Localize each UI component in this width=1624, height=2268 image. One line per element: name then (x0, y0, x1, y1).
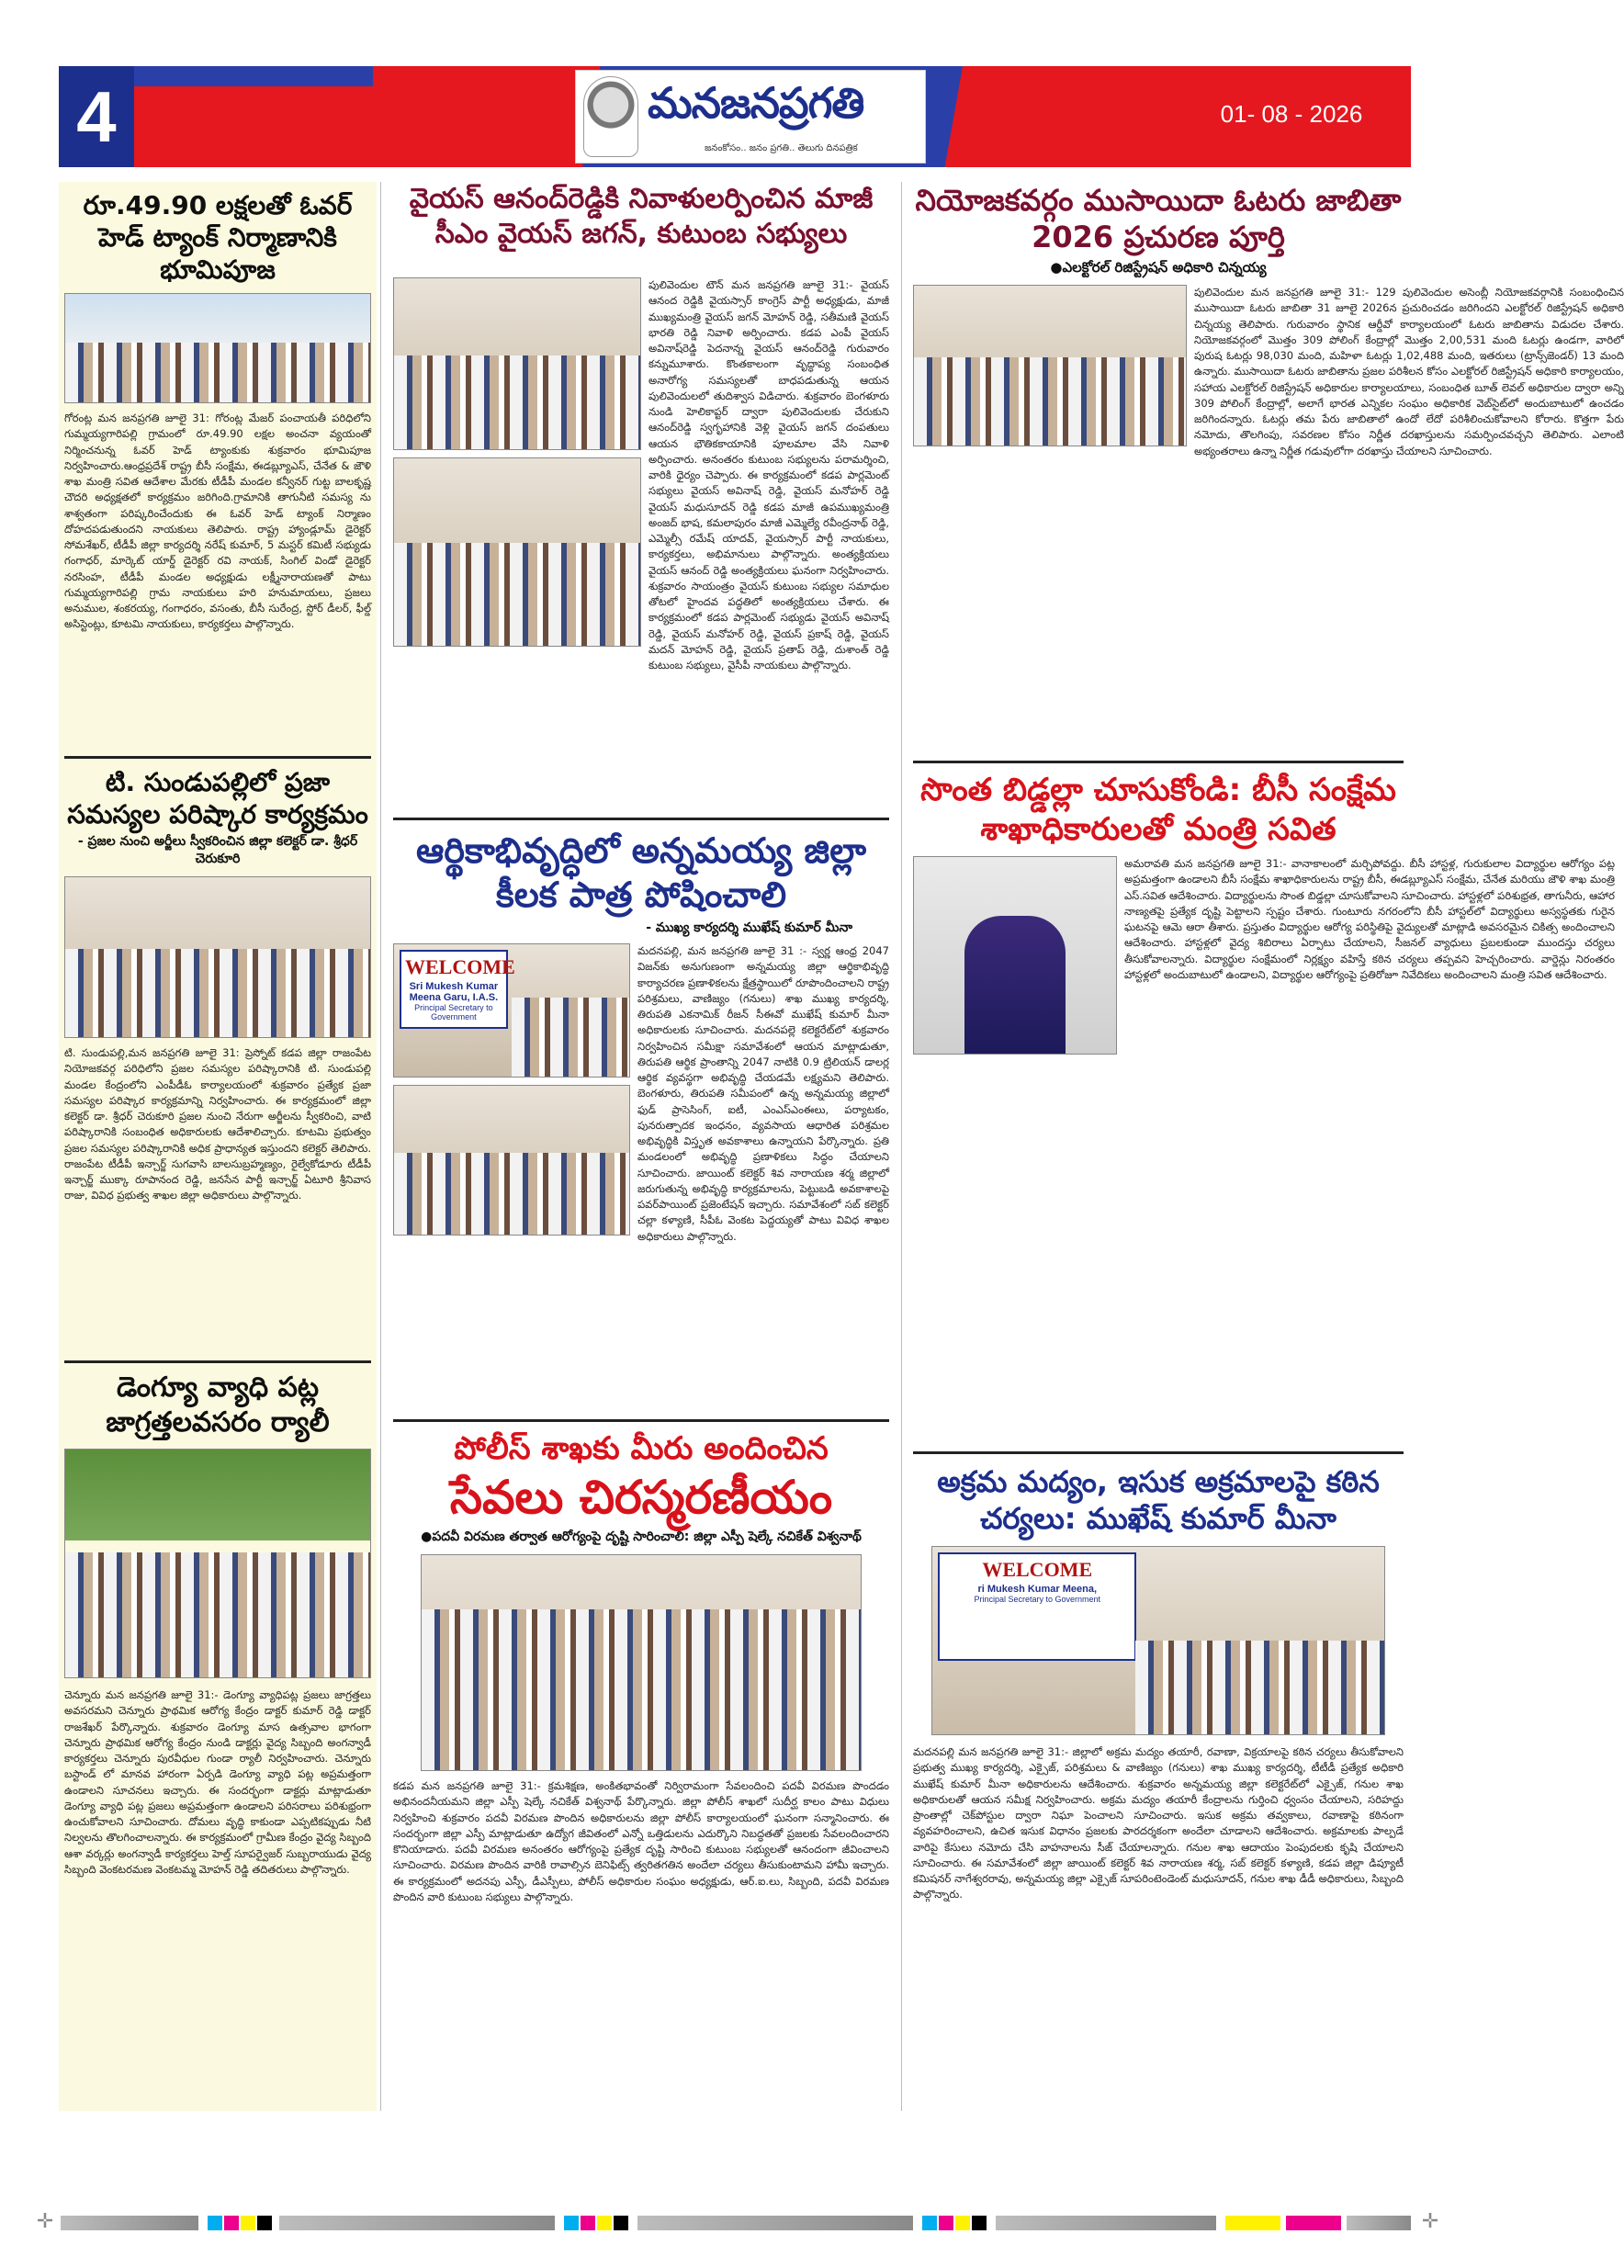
story-9-headline: అక్రమ మద్యం, ఇసుక అక్రమాలపై కఠిన చర్యలు: ముఖేష్ కుమార్ మీనా (937, 1464, 1380, 1536)
page-number: 4 (59, 66, 134, 167)
story-3-photo (64, 1449, 371, 1678)
welcome-banner (938, 1552, 1136, 1661)
column-divider (901, 182, 902, 2111)
story-4-photo-1 (393, 277, 641, 450)
banner-designation: Principal Secretary to Government (414, 1003, 493, 1021)
registration-bar (637, 2216, 913, 2230)
registration-bar (996, 2216, 1216, 2230)
registration-bar (61, 2216, 198, 2230)
banner-name: Sri Mukesh Kumar Meena Garu, I.A.S. (409, 981, 499, 1003)
registration-bar (1347, 2216, 1411, 2230)
color-swatch (564, 2216, 579, 2230)
banner-designation: Principal Secretary to Government (974, 1595, 1101, 1604)
story-5-subhead: - ముఖ్య కార్యదర్శి ముఖేష్ కుమార్ మీనా (646, 920, 852, 935)
story-6-photo (421, 1554, 862, 1771)
photo-sky (65, 294, 370, 343)
story-9-body: మదనపల్లి మన జనప్రగతి జూలై 31:- జిల్లాలో అక్రమ మద్యం తయారీ, రవాణా, విక్రయాలపై కఠిన చర్యలు తీసుకోవాలని ప్రభుత్వ ముఖ్య కార్యదర్శి, ఎక్సైజ్, పరిశ్రమలు & వాణిజ్యం (గనులు) శాఖ ముఖ్య కార్యదర్శి, టీటీడీ ప్రత్యేక అధికారి ముఖేష్ కుమార్ మీనా అధికారులను ఆదేశించారు. శుక్రవారం అన్నమయ్య జిల్లా కలెక్టరేట్‌లో ఎక్సైజ్, గనుల శాఖ అధికారులతో ఆయన సమీక్ష నిర్వహించారు. అక్రమ మద్యం తయారీ కేంద్రాలను గుర్తించి ధ్వంసం చేయాలని, సరిహద్దు ప్రాంతాల్లో చెక్‌పోస్టుల ద్వారా నిఘా పెంచాలని సూచించారు. ఇసుక అక్రమ తవ్వకాలు, రవాణాపై కఠినంగా వ్యవహరించాలని, ఉచిత ఇసుక విధానం ప్రజలకు పారదర్శకంగా అందేలా చూడాలని ఆదేశించారు. అక్రమాలకు పాల్పడే వారిపై కేసులు నమోదు చేసి వాహనాలను సీజ్ చేయాలన్నారు. గనుల శాఖ ఆదాయం పెంపుదలకు కృషి చేయాలని సూచించారు. ఈ సమావేశంలో జిల్లా జాయింట్ కలెక్టర్ శివ నారాయణ శర్మ, సబ్ కలెక్టర్ కళ్యాణి, కడప జిల్లా డిప్యూటీ కమిషనర్ నాగేశ్వరరావు, అన్నమయ్య జిల్లా ఎక్సైజ్ సూపరింటెండెంట్ మధుసూదన్, గనుల శాఖ డీడీ అధికారులు, సిబ్బంది పాల్గొన్నారు. (913, 1745, 1404, 1901)
banner-title: WELCOME (982, 1558, 1093, 1581)
column-center (386, 182, 897, 2111)
registration-crosshair-icon: ✛ (36, 2210, 54, 2233)
photo-crowd (65, 343, 370, 402)
paper-name: మనజనప్రగతి (648, 78, 864, 128)
color-swatch (972, 2216, 987, 2230)
story-7-photo (913, 285, 1187, 446)
story-2-subhead: - ప్రజల నుంచి అర్జీలు స్వీకరించిన జిల్లా కలెక్టర్ డా. శ్రీధర్ చెరుకూరి (77, 834, 358, 866)
color-swatch (955, 2216, 970, 2230)
story-8-body: అమరావతి మన జనప్రగతి జూలై 31:- వానాకాలంలో మర్చిపోవద్దు. బీసీ హాస్టళ్ల, గురుకులాల విద్యార్థుల ఆరోగ్యం పట్ల అప్రమత్తంగా ఉండాలని బీసీ సంక్షేమ శాఖాధికారులను రాష్ట్ర బీసీ, ఈడబ్ల్యూఎస్ సంక్షేమ, చేనేత మరియు జౌళి శాఖ మంత్రి ఎస్.సవిత ఆదేశించారు. విద్యార్థులను సొంత బిడ్డల్లా చూసుకోవాలని సూచించారు. హాస్టళ్లలో పరిశుభ్రత, తాగునీరు, ఆహార నాణ్యతపై ప్రత్యేక దృష్టి పెట్టాలని స్పష్టం చేశారు. గుంటూరు నగరంలోని బీసీ హాస్టల్‌లో విద్యార్థులు అస్వస్థతకు గురైన ఘటనపై ఆమె ఆరా తీశారు. ప్రస్తుతం విద్యార్థుల ఆరోగ్య పరిస్థితిపై వైద్యులతో మాట్లాడి అవసరమైన చికిత్స అందించాలని ఆదేశించారు. హాస్టళ్లలో వైద్య శిబిరాలు ఏర్పాటు చేయాలని, సీజనల్ వ్యాధులు ప్రబలకుండా ముందస్తు చర్యలు తీసుకోవాలన్నారు. విద్యార్థుల సంక్షేమంలో నిర్లక్ష్యం వహిస్తే కఠిన చర్యలు తప్పవని హెచ్చరించారు. వార్డెన్లు నిరంతరం హాస్టళ్లలో అందుబాటులో ఉండాలని, విద్యార్థుల ఆరోగ్యంపై ప్రతిరోజూ నివేదికలు అందించాలని మంత్రి సవిత ఆదేశించారు. (1124, 857, 1615, 981)
registration-bar (279, 2216, 555, 2230)
photo-crowd (65, 949, 370, 1037)
column-right (906, 182, 1624, 2111)
story-4-body: పులివెందుల టౌన్ మన జనప్రగతి జూలై 31:- వైయస్ ఆనంద రెడ్డికి వైయస్సార్ కాంగ్రెస్ పార్టీ అధ్యక్షుడు, మాజీ ముఖ్యమంత్రి వైయస్ జగన్ మోహన్ రెడ్డి, సతీమణి వైయస్ భారతి రెడ్డి నివాళి అర్పించారు. కడప ఎంపీ వైయస్ అవినాష్‌రెడ్డి పెదనాన్న వైయస్ ఆనంద్‌రెడ్డి గురువారం కన్నుమూశారు. కొంతకాలంగా వృద్ధాప్య సంబంధిత అనారోగ్య సమస్యలతో బాధపడుతున్న ఆయన పులివెందులలో తుదిశ్వాస విడిచారు. శుక్రవారం బెంగళూరు నుండి హెలికాప్టర్ ద్వారా పులివెందులకు చేరుకుని ఆనంద్‌రెడ్డి స్వగృహానికి వెళ్లి వైయస్ జగన్ దంపతులు ఆయన భౌతికకాయానికి పూలమాల వేసి నివాళి అర్పించారు. అనంతరం కుటుంబ సభ్యులను పరామర్శించి, వారికి ధైర్యం చెప్పారు. ఈ కార్యక్రమంలో కడప పార్లమెంట్ సభ్యులు వైయస్ అవినాష్ రెడ్డి, వైయస్ మనోహర్ రెడ్డి వైయస్ మధుసూదన్ రెడ్డి కడప మాజీ ఉపముఖ్యమంత్రి అంజద్ భాష, కమలాపురం మాజీ ఎమ్మెల్యే రవీంద్రనాథ్ రెడ్డి, ఎమ్మెల్సీ రమేష్ యాదవ్, వైయస్సార్ పార్టీ నాయకులు, కార్యకర్తలు, అభిమానులు పాల్గొన్నారు. అంత్యక్రియలు వైయస్ ఆనంద్ రెడ్డి అంత్యక్రియలు ఘనంగా నిర్వహించారు. శుక్రవారం సాయంత్రం వైయస్ కుటుంబ సభ్యుల సమాధుల తోటలో హైందవ పద్ధతిలో అంత్యక్రియలు చేశారు. ఈ కార్యక్రమంలో కడప పార్లమెంట్ సభ్యుడు వైయస్ అవినాష్ రెడ్డి, వైయస్ మనోహర్ రెడ్డి, వైయస్ ప్రకాష్ రెడ్డి, వైయస్ మదన్ మోహన్ రెడ్డి, వైయస్ ప్రతాప్ రెడ్డి, దుశాంత్ రెడ్డి కుటుంబ సభ్యులు, వైసీపీ నాయకులు పాల్గొన్నారు. (648, 278, 889, 671)
story-5-headline: ఆర్థికాభివృద్ధిలో అన్నమయ్య జిల్లా కీలక పాత్ర పోషించాలి (416, 830, 866, 915)
color-swatch (224, 2216, 239, 2230)
story-3-body: చెన్నూరు మన జనప్రగతి జూలై 31:- డెంగ్యూ వ్యాధిపట్ల ప్రజలు జాగ్రత్తలు అవసరమని చెన్నూరు ప్రాథమిక ఆరోగ్య కేంద్రం డాక్టర్ కుమార్ రెడ్డి డాక్టర్ రాజశేఖర్ పేర్కొన్నారు. శుక్రవారం డెంగ్యూ మాస ఉత్సవాల భాగంగా చెన్నూరు ప్రాథమిక ఆరోగ్య కేంద్రం నుండి డాక్టర్లు వైద్య సిబ్బంది అంగన్వాడీ కార్యకర్తలు చెన్నూరు పురవీధుల గుండా ర్యాలీ నిర్వహించారు. చెన్నూరు బస్టాండ్ లో మానవ హారంగా ఏర్పడి డెంగ్యూ వ్యాధి పట్ల అప్రమత్తంగా ఉండాలని సూచనలు ఇచ్చారు. ఈ సందర్భంగా డాక్టర్లు మాట్లాడుతూ డెంగ్యూ వ్యాధి పట్ల ప్రజలు అప్రమత్తంగా ఉండాలని పరిసరాలు పరిశుభ్రంగా ఉంచుకోవాలని సూచించారు. దోమలు వృద్ధి కాకుండా ఎప్పటికప్పుడు నీటి నిల్వలను తొలగించాలన్నారు. ఈ కార్యక్రమంలో గ్రామీణ కేంద్రం వైద్య సిబ్బంది ఆశా వర్కర్లు అంగన్వాడీ కార్యకర్తలు హెల్త్ సూపర్వైజర్ సుబ్బరాయుడు వైద్య సిబ్బంది వెంకటరమణ వెంకటమ్మ మోహన్ రెడ్డి తదితరులు పాల్గొన్నారు. (64, 1688, 371, 1876)
story-6-headline-top: పోలీస్ శాఖకు మీరు అందించిన (454, 1430, 829, 1467)
banner-name: ri Mukesh Kumar Meena, (977, 1584, 1098, 1595)
story-6-subhead: ●పదవీ విరమణ తర్వాత ఆరోగ్యంపై దృష్టి సారించాలి: జిల్లా ఎస్పీ షెల్కే నచికేత్ విశ్వనాథ్ (421, 1529, 862, 1544)
story-2-body: టి. సుండుపల్లి,మన జనప్రగతి జూలై 31: ప్రెస్నోట్ కడప జిల్లా రాజంపేట నియోజకవర్గ పరిధిలోని ప్రజల సమస్యల పరిష్కారానికి టి. సుండుపల్లి మండల కేంద్రంలోని ఎంపీడీఓ కార్యాలయంలో శుక్రవారం ప్రత్యేక ప్రజా సమస్యల పరిష్కార కార్యక్రమాన్ని నిర్వహించారు. ఈ కార్యక్రమంలో జిల్లా కలెక్టర్ డా. శ్రీధర్ చెరుకూరి ప్రజల నుంచి నేరుగా అర్జీలను స్వీకరించి, వాటి పరిష్కారానికి సంబంధిత అధికారులకు ఆదేశాలిచ్చారు. కూటమి ప్రభుత్వం ప్రజల సమస్యల పరిష్కారానికి అధిక ప్రాధాన్యత ఇస్తుందని కలెక్టర్ తెలిపారు. రాజంపేట టీడీపీ ఇన్చార్జ్ సుగవాసి బాలసుబ్రహ్మణ్యం, రైల్వేకోడూరు టీడీపీ ఇన్చార్జ్ ముక్కా రూపానంద రెడ్డి, జనసేన పార్టీ ఇన్చార్జ్ ఏటూరి శ్రీనివాస రాజు, వివిధ ప్రభుత్వ శాఖల జిల్లా అధికారులు పాల్గొన్నారు. (64, 1046, 371, 1202)
paper-tagline: జనంకోసం.. జనం ప్రగతి.. తెలుగు దినపత్రిక (705, 143, 858, 153)
story-5-photo-1 (393, 943, 630, 1078)
story-5-body: మదనపల్లి, మన జనప్రగతి జూలై 31 :- స్వర్ణ ఆంధ్ర 2047 విజన్‌కు అనుగుణంగా అన్నమయ్య జిల్లా ఆర్థికాభివృద్ధి కార్యాచరణ ప్రణాళికలను క్షేత్రస్థాయిలో రూపొందించాలని రాష్ట్ర పరిశ్రమలు, వాణిజ్యం (గనులు) శాఖ ముఖ్య కార్యదర్శి, తిరుపతి ఎకనామిక్ రీజన్ సీఈవో ముఖేష్ కుమార్ మీనా అధికారులకు సూచించారు. మదనపల్లె కలెక్టరేట్‌లో శుక్రవారం నిర్వహించిన సమీక్షా సమావేశంలో ఆయన మాట్లాడుతూ, తిరుపతి ఆర్థిక ప్రాంతాన్ని 2047 నాటికి 0.9 ట్రిలియన్ డాలర్ల ఆర్థిక వ్యవస్థగా అభివృద్ధి చేయడమే లక్ష్యమని తెలిపారు. బెంగళూరు, తిరుపతి సమీపంలో ఉన్న అన్నమయ్య జిల్లాలో ఫుడ్ ప్రాసెసింగ్, ఐటీ, ఎంఎస్ఎంఈలు, పర్యాటకం, పునరుత్పాదక ఇంధనం, వ్యవసాయ ఆధారిత పరిశ్రమల అభివృద్ధికి విస్తృత అవకాశాలు ఉన్నాయని పేర్కొన్నారు. ప్రతి మండలంలో అభివృద్ధి ప్రణాళికలు సిద్ధం చేయాలని సూచించారు. జాయింట్ కలెక్టర్ శివ నారాయణ శర్మ జిల్లాలో జరుగుతున్న అభివృద్ధి కార్యక్రమాలను, పెట్టుబడి అవకాశాలపై పవర్‌పాయింట్ ప్రజెంటేషన్ ఇచ్చారు. సమావేశంలో సబ్ కలెక్టర్ చల్లా కళ్యాణి, సీపీఓ వెంకట పెద్దయ్యతో పాటు వివిధ శాఖల అధికారులు పాల్గొన్నారు. (637, 944, 889, 1243)
issue-date: 01- 08 - 2026 (1172, 86, 1411, 141)
photo-audience (394, 1153, 629, 1235)
story-3-headline: డెంగ్యూ వ్యాధి పట్ల జాగ్రత్తలవసరం ర్యాలీ (106, 1371, 330, 1439)
column-divider (380, 182, 381, 2111)
story-9-photo (931, 1546, 1385, 1735)
photo-trees (65, 1450, 370, 1540)
story-1-body: గోరంట్ల మన జనప్రగతి జూలై 31: గోరంట్ల మేజర్ పంచాయతీ పరిధిలోని గుమ్మయ్యగారిపల్లి గ్రామంలో రూ.49.90 లక్షల అంచనా వ్యయంతో నిర్మించనున్న ఓవర్ హెడ్ ట్యాంకుకు శుక్రవారం భూమిపూజ నిర్వహించారు.ఆంధ్రప్రదేశ్ రాష్ట్ర బీసీ సంక్షేమ, ఈడబ్ల్యూఎస్, చేనేత & జౌళి శాఖ మంత్రి సవిత ఆదేశాల మేరకు టీడీపీ మండల కన్వీనర్ గుట్ట బాలకృష్ణ చౌదరి అధ్యక్షతలో కార్యక్రమం జరిగింది.గ్రామానికి తాగునీటి సమస్య ను శాశ్వతంగా పరిష్కరించేందుకు ఈ ఓవర్ హెడ్ ట్యాంక్ నిర్మాణం దోహదపడుతుందని నాయకులు తెలిపారు. రాష్ట్ర హ్యాండ్లూమ్ డైరెక్టర్ సోమశేఖర్, టీడీపీ జిల్లా కార్యదర్శి నరేష్ కుమార్, 5 మస్టర్ కమిటీ సభ్యుడు గంగాధర్, మార్కెట్ యార్డ్ డైరెక్టర్ రవి నాయక్, సింగిల్ విండో డైరెక్టర్ నరసింహ, టీడీపీ మండల అధ్యక్షుడు లక్ష్మీనారాయణతో పాటు గుమ్మయ్యగారిపల్లి గ్రామ నాయకులు హరి హనుమాయలు, ప్రజలు అనుముల, శంకరయ్య, గంగాధరం, వసంతు, బీసీ సురేంద్ర, స్టోర్ డీలర్, ఫీల్డ్ అసిస్టెంట్లు, కూటమి నాయకులు, కార్యకర్తలు పాల్గొన్నారు. (64, 412, 371, 631)
photo-minister (964, 916, 1066, 1054)
emblem-icon (583, 76, 638, 157)
story-2-headline: టి. సుండుపల్లిలో ప్రజా సమస్యల పరిష్కార కార్యక్రమం (67, 767, 368, 829)
story-4-photo-2 (393, 457, 641, 647)
banner-title: WELCOME (405, 955, 515, 978)
welcome-banner (400, 950, 515, 1029)
registration-crosshair-icon: ✛ (1421, 2210, 1439, 2233)
color-swatch (581, 2216, 595, 2230)
photo-officials (914, 357, 1186, 446)
photo-officials (1135, 1641, 1384, 1734)
color-swatch (241, 2216, 255, 2230)
color-swatch (922, 2216, 937, 2230)
masthead-band-accent (134, 66, 373, 86)
story-6-headline-bottom: సేవలు చిరస్మరణీయం (449, 1470, 833, 1524)
column-left (59, 182, 377, 2111)
color-swatch (939, 2216, 953, 2230)
story-1-headline: రూ.49.90 లక్షలతో ఓవర్ హెడ్ ట్యాంక్ నిర్మాణానికి భూమిపూజ (83, 190, 353, 285)
photo-rally (65, 1552, 370, 1677)
story-4-headline: వైయస్ ఆనంద్‌రెడ్డికి నివాళులర్పించిన మాజీ సీఎం వైయస్ జగన్, కుటుంబ సభ్యులు (409, 183, 874, 250)
masthead (59, 66, 1411, 167)
story-2-photo (64, 876, 371, 1038)
story-8-headline: సొంత బిడ్డల్లా చూసుకోండి: బీసీ సంక్షేమ శాఖాధికారులతో మంత్రి సవిత (920, 772, 1396, 848)
photo-police-group (422, 1609, 861, 1771)
story-8-photo (913, 856, 1117, 1055)
story-7-headline: నియోజకవర్గం ముసాయిదా ఓటరు జాబితా 2026 ప్రచురణ పూర్తి (915, 183, 1402, 254)
color-swatch (208, 2216, 222, 2230)
photo-mourners (394, 355, 640, 449)
color-swatch (1286, 2216, 1341, 2230)
color-swatch (257, 2216, 272, 2230)
paper-logo (575, 70, 926, 164)
story-1-photo (64, 293, 371, 403)
story-5-photo-2 (393, 1085, 630, 1236)
story-6-body: కడప మన జనప్రగతి జూలై 31:- క్రమశిక్షణ, అంకితభావంతో నిర్విరామంగా సేవలందించి పదవీ విరమణ పొందడం అభినందనీయమని జిల్లా ఎస్పీ షెల్కే నచికేత్ విశ్వనాథ్ పేర్కొన్నారు. జిల్లా పోలీస్ శాఖలో సుదీర్ఘ కాలం పాటు విధులు నిర్వహించి శుక్రవారం పదవీ విరమణ పొందిన అధికారులను జిల్లా పోలీస్ కార్యాలయంలో ఘనంగా సన్మానించారు. ఈ సందర్భంగా జిల్లా ఎస్పీ మాట్లాడుతూ ఉద్యోగ జీవితంలో ఎన్నో ఒత్తిడులను ఎదుర్కొని నిబద్ధతతో ప్రజలకు సేవలందించారని కొనియాడారు. పదవీ విరమణ అనంతరం ఆరోగ్యంపై ప్రత్యేక దృష్టి సారించి కుటుంబ సభ్యులతో ఆనందంగా జీవించాలని సూచించారు. విరమణ పొందిన వారికి రావాల్సిన బెనిఫిట్స్ త్వరితగతిన అందేలా చర్యలు తీసుకుంటామని హామీ ఇచ్చారు. ఈ కార్యక్రమంలో అదనపు ఎస్పీ, డీఎస్పీలు, పోలీస్ అధికారుల సంఘం అధ్యక్షుడు, ఆర్.ఐ.లు, సిబ్బంది, పదవీ విరమణ పొందిన వారి కుటుంబ సభ్యులు పాల్గొన్నారు. (393, 1779, 889, 1903)
photo-mourners (394, 543, 640, 646)
color-swatch (597, 2216, 612, 2230)
story-7-subhead: ●ఎలక్టోరల్ రిజిస్ట్రేషన్ అధికారి చిన్నయ్య (1050, 259, 1267, 276)
photo-officials (512, 998, 629, 1077)
color-swatch (614, 2216, 628, 2230)
story-7-body: పులివెందుల మన జనప్రగతి జూలై 31:- 129 పులివెందుల అసెంబ్లీ నియోజకవర్గానికి సంబంధించిన ముసాయిదా ఓటరు జాబితా 31 జూలై 2026న ప్రచురించడం జరిగిందని ఎలక్టోరల్ రిజిస్ట్రేషన్ అధికారి చిన్నయ్య తెలిపారు. గురువారం స్థానిక ఆర్డీవో కార్యాలయంలో ఓటరు జాబితాను విడుదల చేశారు. నియోజకవర్గంలో మొత్తం 309 పోలింగ్ కేంద్రాల్లో మొత్తం 2,00,531 మంది ఓటర్లు ఉండగా, వారిలో పురుష ఓటర్లు 98,030 మంది, మహిళా ఓటర్లు 1,02,488 మంది, ఇతరులు (ట్రాన్స్‌జెండర్) 13 మంది ఉన్నారు. ముసాయిదా ఓటరు జాబితాను ప్రజల పరిశీలన కోసం ఎలక్టోరల్ రిజిస్ట్రేషన్ అధికారి కార్యాలయం, సహాయ ఎలక్టోరల్ రిజిస్ట్రేషన్ అధికారుల కార్యాలయాలు, సంబంధిత బూత్ లెవల్ అధికారుల ద్వారా అన్ని 309 పోలింగ్ కేంద్రాల్లో, అలాగే భారత ఎన్నికల సంఘం అధికారిక వెబ్‌సైట్‌లో అందుబాటులో ఉంచడం జరిగిందన్నారు. ఓటర్లు తమ పేరు జాబితాలో ఉందో లేదో పరిశీలించుకోవాలని కోరారు. కొత్తగా పేరు నమోదు, తొలగింపు, సవరణల కోసం నిర్ణీత దరఖాస్తులను సమర్పించవచ్చని తెలిపారు. ఎలాంటి అభ్యంతరాలు ఉన్నా నిర్ణీత గడువులోగా దరఖాస్తు చేయాలని సూచించారు. (1194, 286, 1624, 457)
color-swatch (1225, 2216, 1280, 2230)
